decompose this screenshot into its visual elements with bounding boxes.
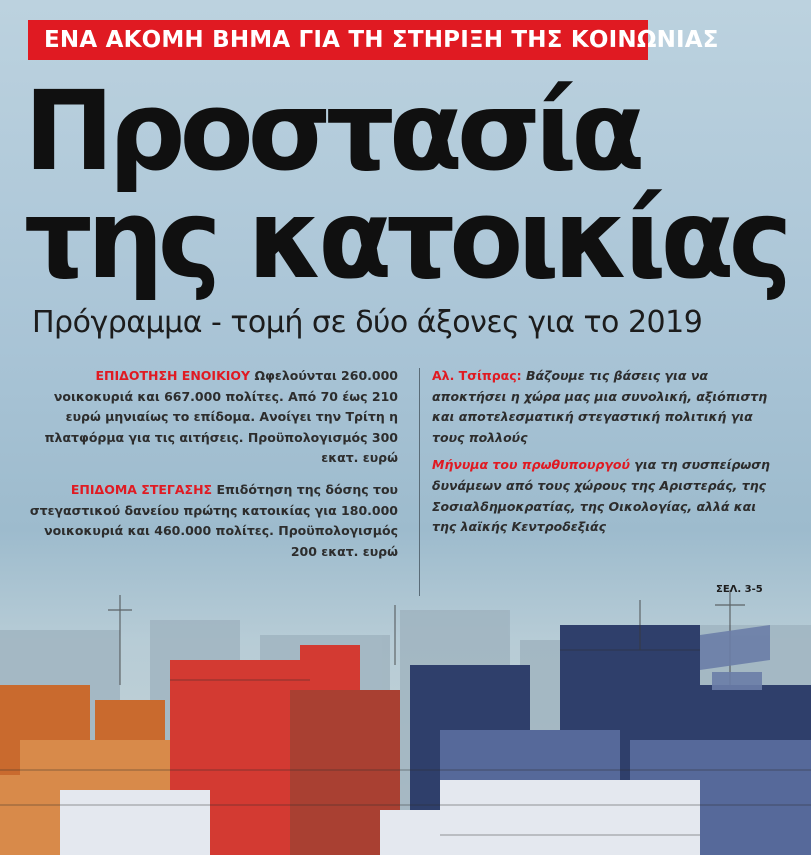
tsipras-quote-body: Βάζουμε τις βάσεις για να αποκτήσει η χώρα μας μια συνολική, αξιόπιστη και αποτελεσματική στεγαστική πολιτική για τους πολλούς (432, 368, 768, 445)
page-reference: ΣΕΛ. 3-5 (716, 584, 763, 595)
housing-allowance-lead: ΕΠΙΔΟΜΑ ΣΤΕΓΑΣΗΣ (70, 481, 213, 497)
rent-subsidy-lead: ΕΠΙΔΟΤΗΣΗ ΕΝΟΙΚΙΟΥ (95, 368, 251, 383)
tsipras-quote-lead: Αλ. Τσίπρας: (432, 368, 522, 383)
headline-line-1: Προστασία (24, 67, 640, 195)
left-column (20, 366, 398, 573)
rent-subsidy-paragraph (20, 366, 398, 469)
housing-allowance-paragraph (20, 480, 398, 562)
housing-allowance-body: Επιδότηση της δόσης του στεγαστικού δανείου πρώτης κατοικίας για 180.000 νοικοκυριά και 460.000 πολίτες. Προϋπολογισμός 200 εκατ. ευρώ (29, 481, 398, 559)
right-column (432, 366, 777, 545)
column-divider (419, 368, 420, 596)
pm-message-lead: Μήνυμα του πρωθυπουργού (432, 457, 630, 473)
kicker-banner: ΕΝΑ ΑΚΟΜΗ ΒΗΜΑ ΓΙΑ ΤΗ ΣΤΗΡΙΞΗ ΤΗΣ ΚΟΙΝΩΝΙΑΣ (28, 20, 648, 60)
rooftops-illustration (0, 590, 811, 855)
subheadline: Πρόγραμμα - τομή σε δύο άξονες για το 2019 (32, 305, 703, 340)
pm-message-paragraph (432, 455, 777, 537)
pm-message-body: για τη συσπείρωση δυνάμεων από τους χώρους της Αριστεράς, της Σοσιαλδημοκρατίας, της Οικολογίας, αλλά και της λαϊκής Κεντροδεξιάς (432, 457, 770, 535)
headline-line-2: της κατοικίας (24, 175, 787, 303)
rent-subsidy-body: Ωφελούνται 260.000 νοικοκυριά και 667.000 πολίτες. Από 70 έως 210 ευρώ μηνιαίως το επίδομα. Ανοίγει την Τρίτη η πλατφόρμα για τις αιτήσεις. Προϋπολογισμός 300 εκατ. ευρώ (44, 368, 398, 466)
tsipras-quote-paragraph (432, 366, 777, 448)
